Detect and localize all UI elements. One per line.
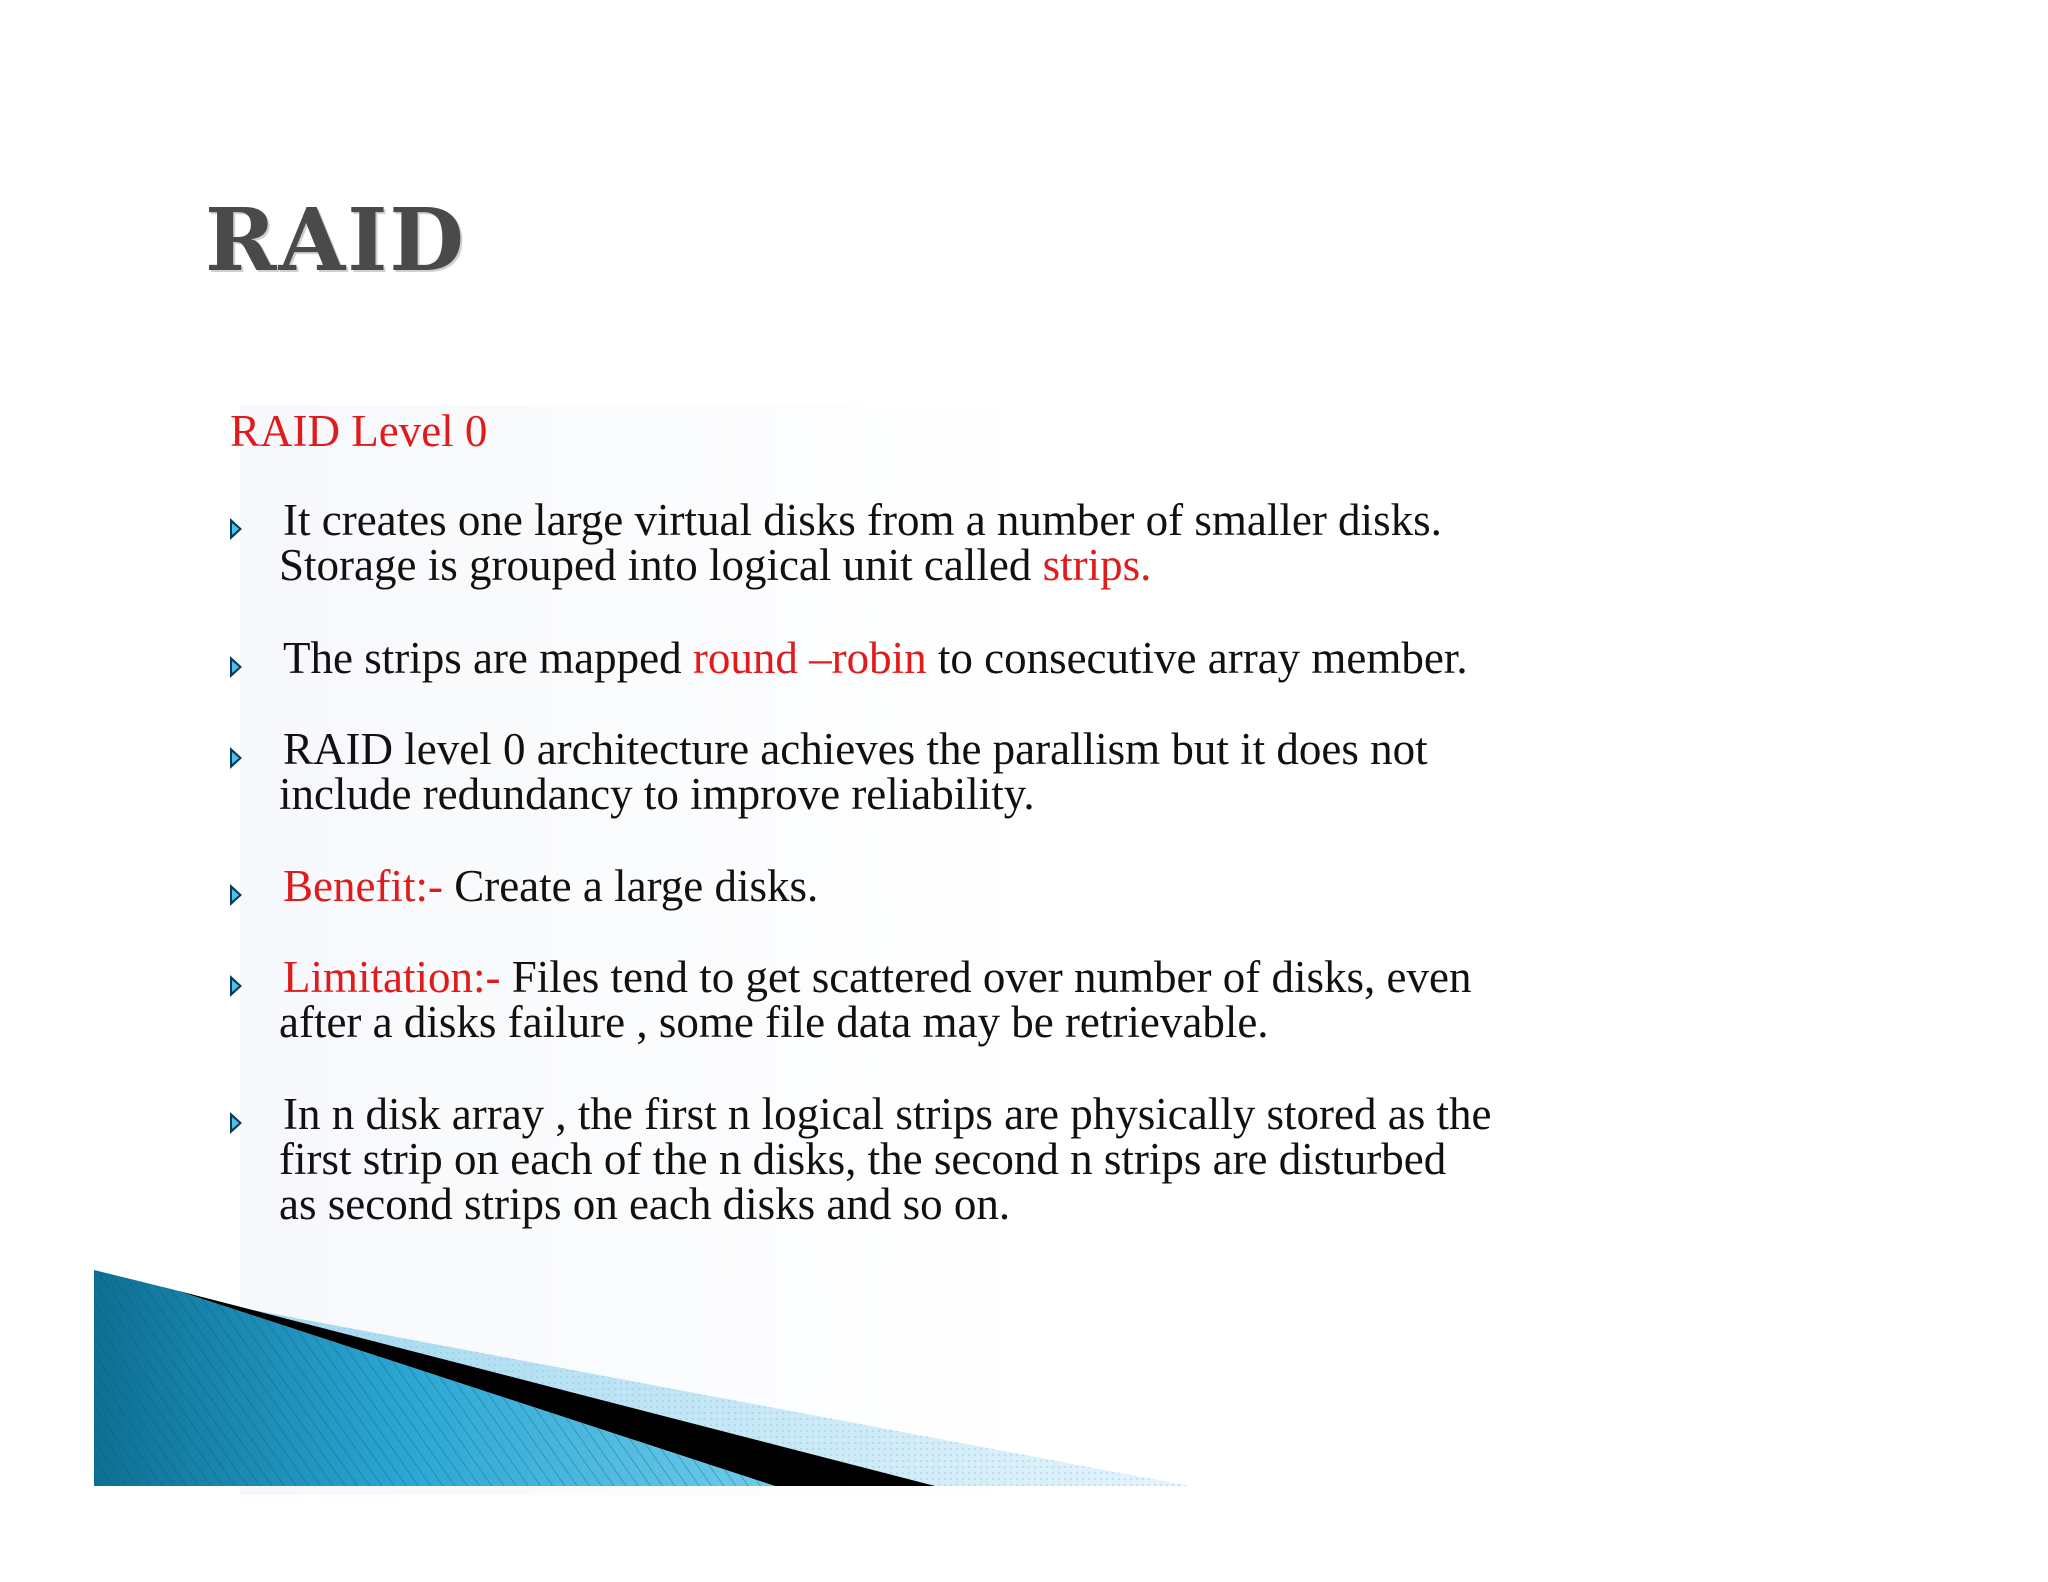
- swoosh-teal-hatch: [94, 1270, 775, 1486]
- bullet-text: Files tend to get scattered over number of disks, even: [500, 952, 1472, 1002]
- highlight-text: strips.: [1042, 540, 1152, 590]
- bullet-line: In n disk array , the first n logical strips are physically stored as the: [283, 1089, 1492, 1139]
- bullet-line: It creates one large virtual disks from a number of smaller disks.: [283, 495, 1442, 545]
- bullet-line: RAID level 0 architecture achieves the parallism but it does not: [283, 724, 1428, 774]
- bullet-text: The strips are mapped: [283, 633, 693, 683]
- slide-subtitle: RAID Level 0: [230, 406, 488, 456]
- slide-title: RAID: [205, 190, 467, 291]
- bullet-text: Storage is grouped into logical unit called: [279, 540, 1043, 590]
- highlight-text: round –robin: [692, 633, 927, 683]
- bullet-text: to consecutive array member.: [926, 633, 1468, 683]
- limitation-label: Limitation:-: [283, 952, 501, 1002]
- bullet-text: Create a large disks.: [442, 861, 819, 911]
- benefit-label: Benefit:-: [283, 861, 443, 911]
- bullet-line: include redundancy to improve reliability.: [279, 769, 1035, 819]
- bullet-line: after a disks failure , some file data may be retrievable.: [279, 997, 1269, 1047]
- bullet-line: as second strips on each disks and so on.: [279, 1179, 1011, 1229]
- bullet-line: first strip on each of the n disks, the second n strips are disturbed: [279, 1134, 1447, 1184]
